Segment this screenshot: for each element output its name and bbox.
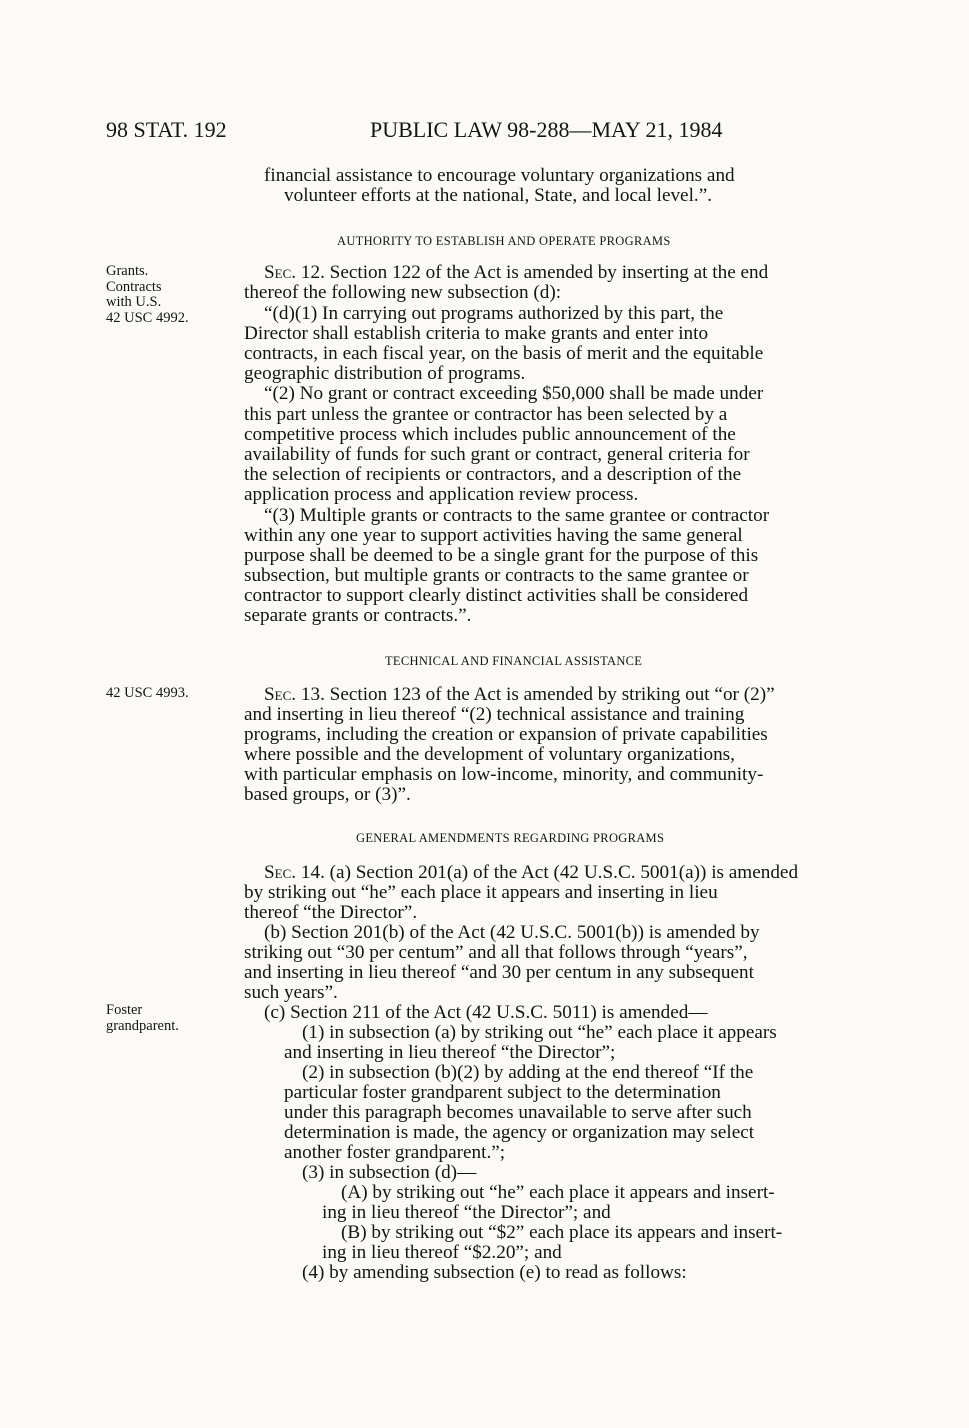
section-heading-authority: AUTHORITY TO ESTABLISH AND OPERATE PROGRAMS [337, 234, 671, 248]
section-12-first-line [264, 263, 768, 283]
body-line: particular foster grandparent subject to the determination [284, 1082, 721, 1103]
body-line: financial assistance to encourage voluntary organizations and [264, 165, 735, 186]
body-line: volunteer efforts at the national, State, and local level.”. [284, 185, 713, 206]
body-line: by striking out “he” each place it appears and inserting in lieu [244, 882, 718, 903]
body-line: (3) in subsection (d)— [302, 1162, 477, 1183]
body-line: striking out “30 per centum” and all that follows through “years”, [244, 942, 748, 963]
body-line: and inserting in lieu thereof “and 30 per centum in any subsequent [244, 962, 754, 983]
margin-note-42usc4993: 42 USC 4993. [106, 685, 189, 701]
body-line: Director shall establish criteria to make grants and enter into [244, 323, 709, 344]
body-line: geographic distribution of programs. [244, 363, 526, 384]
section-heading-general: GENERAL AMENDMENTS REGARDING PROGRAMS [356, 831, 665, 845]
page-stat-number: 98 STAT. 192 [106, 117, 227, 142]
body-line: contracts, in each fiscal year, on the basis of merit and the equitable [244, 343, 764, 364]
sec-label: Sec. [264, 862, 297, 883]
body-line: and inserting in lieu thereof “the Director”; [284, 1042, 616, 1063]
body-line: thereof “the Director”. [244, 902, 418, 923]
margin-note-grants: Grants. Contracts with U.S. 42 USC 4992. [106, 263, 189, 326]
page-header-title: PUBLIC LAW 98-288—MAY 21, 1984 [370, 117, 723, 142]
body-line: another foster grandparent.”; [284, 1142, 506, 1163]
body-line: under this paragraph becomes unavailable to serve after such [284, 1102, 752, 1123]
section-13-first-line [264, 685, 775, 705]
body-line: (b) Section 201(b) of the Act (42 U.S.C. 5001(b)) is amended by [264, 922, 760, 943]
body-line-text: 12. Section 122 of the Act is amended by inserting at the end [300, 262, 769, 283]
body-line: competitive process which includes public announcement of the [244, 424, 736, 445]
sec-label: Sec. [264, 262, 297, 283]
body-line: with particular emphasis on low-income, minority, and community- [244, 764, 764, 785]
body-line: (B) by striking out “$2” each place its appears and insert- [341, 1222, 783, 1243]
body-line: separate grants or contracts.”. [244, 605, 472, 626]
section-14-first-line [264, 863, 798, 883]
body-line: programs, including the creation or expansion of private capabilities [244, 724, 768, 745]
body-line: “(3) Multiple grants or contracts to the same grantee or contractor [264, 505, 770, 526]
body-line: (c) Section 211 of the Act (42 U.S.C. 5011) is amended— [264, 1002, 708, 1023]
body-line: “(d)(1) In carrying out programs authorized by this part, the [264, 303, 724, 324]
margin-note-foster-grandparent: Foster grandparent. [106, 1002, 179, 1034]
body-line: (A) by striking out “he” each place it appears and insert- [341, 1182, 775, 1203]
body-line: application process and application review process. [244, 484, 639, 505]
sec-label: Sec. [264, 684, 297, 705]
body-line-text: 14. (a) Section 201(a) of the Act (42 U.S.C. 5001(a)) is amended [300, 862, 799, 883]
body-line: (2) in subsection (b)(2) by adding at the end thereof “If the [302, 1062, 754, 1083]
body-line: based groups, or (3)”. [244, 784, 411, 805]
body-line: the selection of recipients or contractors, and a description of the [244, 464, 742, 485]
body-line-text: 13. Section 123 of the Act is amended by striking out “or (2)” [300, 684, 775, 705]
body-line: within any one year to support activities having the same general [244, 525, 743, 546]
body-line: ing in lieu thereof “$2.20”; and [322, 1242, 562, 1263]
body-line: purpose shall be deemed to be a single grant for the purpose of this [244, 545, 759, 566]
body-line: “(2) No grant or contract exceeding $50,000 shall be made under [264, 383, 764, 404]
body-line: (1) in subsection (a) by striking out “he” each place it appears [302, 1022, 777, 1043]
body-line: where possible and the development of voluntary organizations, [244, 744, 735, 765]
body-line: ing in lieu thereof “the Director”; and [322, 1202, 611, 1223]
body-line: contractor to support clearly distinct activities shall be considered [244, 585, 749, 606]
body-line: thereof the following new subsection (d): [244, 282, 562, 303]
body-line: and inserting in lieu thereof “(2) technical assistance and training [244, 704, 745, 725]
body-line: this part unless the grantee or contractor has been selected by a [244, 404, 728, 425]
body-line: determination is made, the agency or organization may select [284, 1122, 755, 1143]
body-line: availability of funds for such grant or contract, general criteria for [244, 444, 750, 465]
body-line: (4) by amending subsection (e) to read as follows: [302, 1262, 687, 1283]
body-line: subsection, but multiple grants or contracts to the same grantee or [244, 565, 749, 586]
section-heading-technical: TECHNICAL AND FINANCIAL ASSISTANCE [385, 654, 643, 668]
body-line: such years”. [244, 982, 338, 1003]
